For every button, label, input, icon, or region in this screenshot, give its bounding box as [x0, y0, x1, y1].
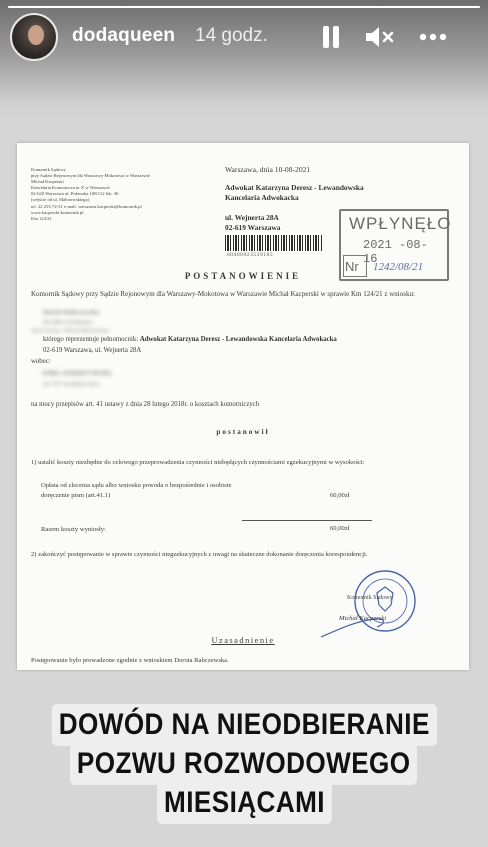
stamp-date: 2021 -08- 16 — [363, 238, 428, 266]
debtor-address — [43, 380, 100, 389]
fee-value: 60,00zł — [330, 492, 350, 499]
avatar[interactable] — [10, 13, 58, 61]
official-seal — [315, 561, 419, 647]
total-value: 60,00zł — [330, 525, 350, 532]
justification-heading: Uzasadnienie — [211, 636, 275, 645]
total-label: Razem koszty wyniosły: — [41, 526, 106, 533]
more-dots-icon — [418, 24, 448, 50]
addressee-line: Adwokat Katarzyna Deresz - Lewandowska — [225, 183, 364, 192]
signature-title: Komornik Sądowy — [347, 595, 393, 601]
header-line: Michał Kacperski — [31, 179, 64, 185]
avatar-face — [28, 25, 44, 45]
rep-label: którego reprezentuje pełnomocnik: — [43, 336, 139, 343]
barcode — [225, 235, 323, 251]
header-line: przy Sądzie Rejonowym dla Warszawy-Mokotowa w Warszawie — [31, 173, 151, 179]
addressee-street — [225, 213, 281, 233]
debtor-address-text: 02-757 WARSZAWA — [43, 381, 101, 388]
point-two: 2) zakończyć postępowanie w sprawie czynności niegzekucyjnych z uwagi na skuteczne dokonanie doręczenia korespondencji. — [31, 551, 368, 558]
story-header — [0, 0, 488, 120]
header-line: (wejście od ul. Małczewskiego) — [31, 197, 90, 203]
caption-line: POZWU ROZWODOWEGO — [70, 743, 418, 785]
sum-divider — [242, 520, 372, 521]
correspondence-address: adres koresp.: Dorota Rabczewska — [31, 328, 109, 334]
pause-button[interactable] — [318, 24, 344, 50]
requester-name-text: Dorota Rabczewska — [43, 309, 100, 316]
fee-line: Opłata od zlecenia sądu albo wniosku powoda o bezpośrednie i osobiste — [41, 482, 232, 489]
rep-name: Adwokat Katarzyna Deresz - Lewandowska Kancelaria Adwokacka — [139, 336, 337, 343]
place-date: Warszawa, dnia 10-08-2021 — [225, 165, 311, 174]
rep-address: 02-619 Warszawa, ul. Wejnerta 28A — [43, 347, 142, 354]
addressee — [225, 183, 364, 203]
street-line: ul. Wejnerta 28A — [225, 213, 279, 222]
debtor-name — [43, 369, 113, 378]
header-line: tel. 22 253-72-31 e-mail: warszawa.kacperski@komornik.pl — [31, 203, 142, 209]
username[interactable]: dodaqueen — [72, 25, 176, 46]
caption-line: DOWÓD NA NIEODBIERANIE — [51, 704, 436, 746]
stamp-handwritten-number: 1242/08/21 — [373, 261, 424, 273]
story-caption — [0, 704, 488, 834]
requester-address-text: 06-400 Ciechanów — [43, 319, 93, 326]
header-line: Km 124/21 — [31, 215, 52, 221]
decision-word: postanowił — [216, 428, 270, 436]
signature-name: Michał Kacperski — [339, 615, 387, 622]
point-one: 1) ustalić koszty niezbędne do celowego przeprowadzenia czynności niebędących czynnościami egzekucyjnymi w wysokości: — [31, 459, 365, 466]
requester-address — [43, 318, 93, 327]
stamp-title: WPŁYNĘŁO — [349, 214, 452, 233]
mute-button[interactable] — [364, 24, 396, 50]
header-line: Kancelaria Komornicza nr X w Warszawie — [31, 185, 110, 191]
barcode-number: 00400023539185 — [227, 252, 274, 258]
court-document — [17, 143, 469, 670]
intro-paragraph: Komornik Sądowy przy Sądzie Rejonowym dla Warszawy-Mokotowa w Warszawie Michał Kacperski w sprawie Km 124/21 z wniosku: — [31, 290, 415, 298]
legal-basis: na mocy przepisów art. 41 ustawy z dnia 28 lutego 2018r. o kosztach komorniczych — [31, 401, 260, 408]
header-line: Komornik Sądowy — [31, 167, 66, 172]
pause-icon — [318, 24, 344, 50]
caption-line: MIESIĄCAMI — [157, 782, 332, 824]
story-progress-fill — [8, 6, 480, 8]
stamp-nr-label: Nr — [345, 259, 359, 274]
addressee-line: Kancelaria Adwokacka — [225, 193, 299, 202]
more-options-button[interactable] — [418, 24, 448, 50]
debtor-name-text: EMIL STĘPIEŃ PESEL — [43, 370, 113, 377]
speaker-muted-icon — [364, 24, 396, 50]
closing-line: Postępowanie było prowadzone zgodnie z wnioskiem Dorota Rabczewska. — [31, 657, 229, 664]
representative-line — [43, 336, 337, 343]
document-heading: POSTANOWIENIE — [184, 271, 302, 281]
header-line: 02-620 Warszawa ul. Puławska 108/112 lok. 36 — [31, 191, 119, 197]
wobec-label: wobec: — [31, 358, 51, 365]
fee-line: doręczenie pism (art.41.1) — [41, 492, 111, 499]
street-line: 02-619 Warszawa — [225, 223, 281, 232]
story-progress-bar — [8, 6, 480, 8]
post-time: 14 godz. — [195, 25, 268, 46]
requester-name — [43, 308, 99, 317]
header-line: www.kacperski-komornik.pl — [31, 209, 84, 215]
bailiff-header — [31, 167, 201, 222]
